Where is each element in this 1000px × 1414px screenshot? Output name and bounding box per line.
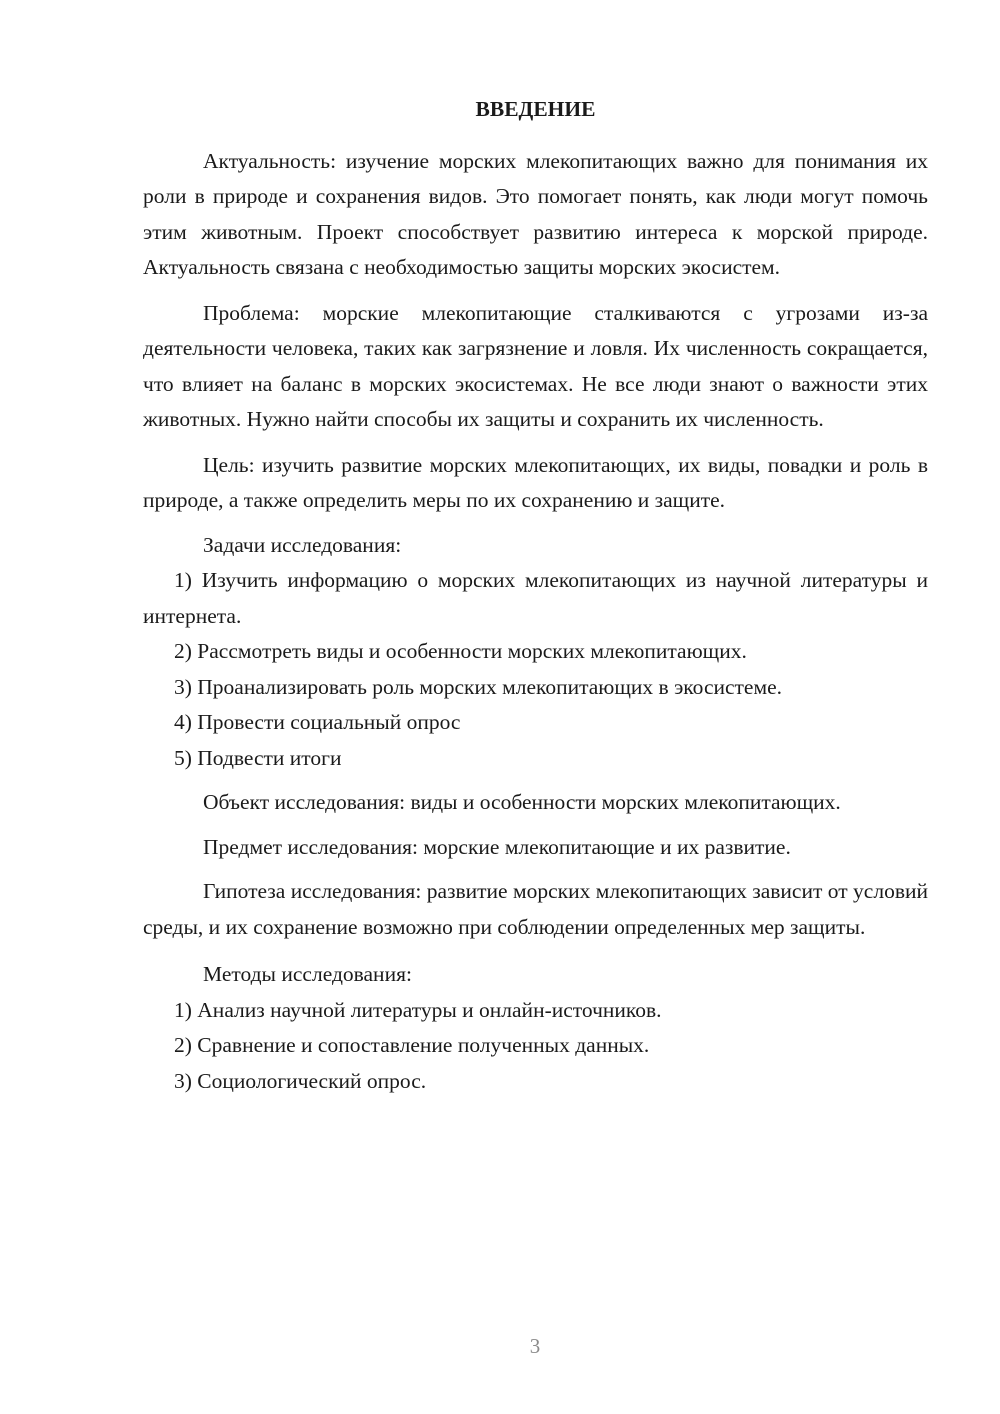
hypothesis-paragraph: Гипотеза исследования: развитие морских млекопитающих зависит от условий среды, и их сохранение возможно при соблюдении определенных мер защиты.	[143, 879, 928, 939]
task-item-3: 3) Проанализировать роль морских млекопитающих в экосистеме.	[174, 674, 782, 699]
task-item-1: 1) Изучить информацию о морских млекопитающих из научной литературы и интернета.	[143, 568, 928, 628]
tasks-heading: Задачи исследования:	[203, 532, 402, 557]
page-number: 3	[529, 1334, 541, 1358]
object-paragraph: Объект исследования: виды и особенности морских млекопитающих.	[203, 790, 841, 814]
relevance-paragraph: Актуальность: изучение морских млекопитающих важно для понимания их роли в природе и сохранения видов. Это помогает понять, как люди могут помочь этим животным. Проект способствует развитию интереса к морской природе. Актуальность связана с необходимостью защиты морских экосистем.	[143, 148, 928, 279]
document-page	[143, 92, 928, 1099]
subject-paragraph: Предмет исследования: морские млекопитающие и их развитие.	[203, 834, 791, 859]
methods-heading: Методы исследования:	[203, 962, 412, 986]
problem-paragraph: Проблема: морские млекопитающие сталкиваются с угрозами из-за деятельности человека, таких как загрязнение и ловля. Их численность сокращается, что влияет на баланс в морских экосистемах. Не все люди знают о важности этих животных. Нужно найти способы их защиты и сохранить их численность.	[143, 300, 928, 431]
task-item-2: 2) Рассмотреть виды и особенности морских млекопитающих.	[174, 639, 747, 663]
method-item-1: 1) Анализ научной литературы и онлайн-источников.	[174, 997, 662, 1022]
task-item-4: 4) Провести социальный опрос	[174, 710, 461, 734]
method-item-3: 3) Социологический опрос.	[174, 1068, 427, 1093]
page-title: ВВЕДЕНИЕ	[475, 97, 596, 121]
method-item-2: 2) Сравнение и сопоставление полученных данных.	[174, 1033, 650, 1057]
task-item-5: 5) Подвести итоги	[174, 745, 342, 770]
goal-paragraph: Цель: изучить развитие морских млекопитающих, их виды, повадки и роль в природе, а также определить меры по их сохранению и защите.	[143, 452, 928, 512]
